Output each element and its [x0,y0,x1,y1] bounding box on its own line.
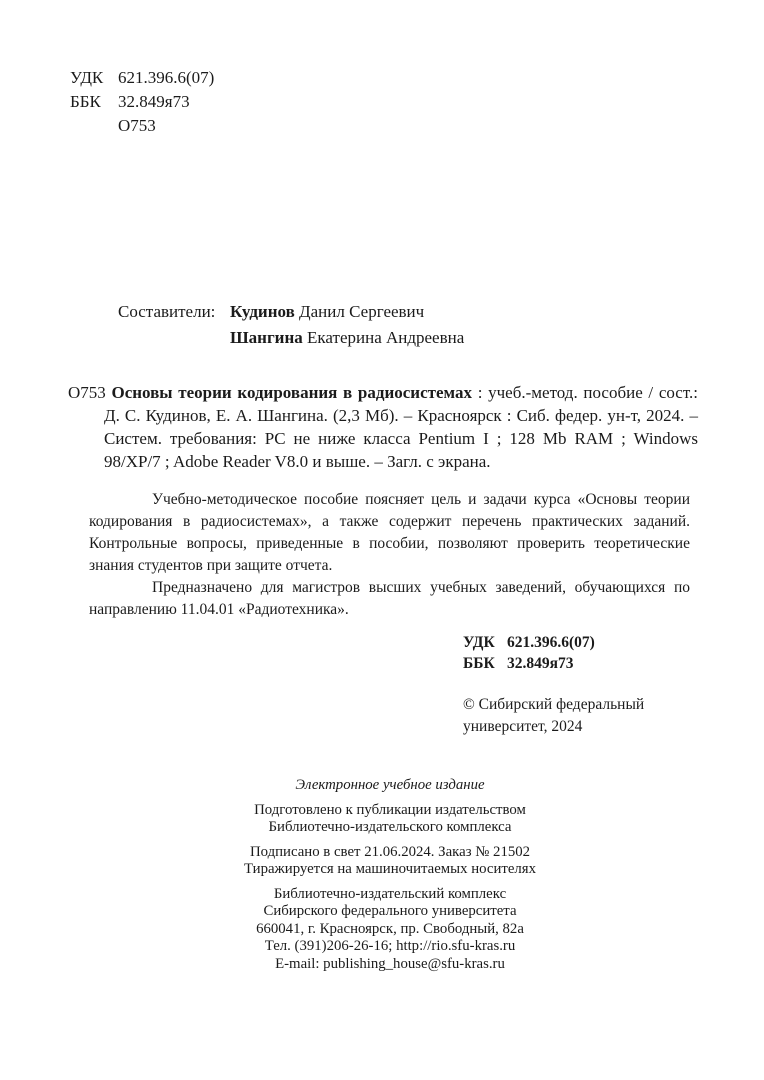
udk-code-row [70,66,214,90]
bbk-code-row [70,90,214,114]
udk-label: УДК [70,68,104,87]
annotation-block [89,489,690,621]
copyright-line: © Сибирский федеральный [463,696,645,713]
record-code: О753 [68,383,112,402]
bbk-value: 32.849я73 [507,655,574,672]
compilers-block [118,299,464,351]
author-sign-row [70,114,214,138]
compiler-surname: Кудинов [230,302,295,321]
prepared-line: Подготовлено к публикации издательством [254,801,526,818]
annotation-paragraph: Учебно-методическое пособие поясняет цель и задачи курса «Основы теории кодирования в радиосистемах», а также содержит перечень практических заданий. Контрольные вопросы, приведенные в пособии, позволяют проверить теоретические знания студентов при защите отчета. [89,491,690,574]
annotation-paragraph: Предназначено для магистров высших учебных заведений, обучающихся по направлению 11.04.01 «Радиотехника». [89,579,690,618]
publisher-address-line: 660041, г. Красноярск, пр. Свободный, 82а [256,920,524,937]
classification-codes-repeat-block [463,632,595,674]
compiler-given-names: Екатерина Андреевна [302,328,465,347]
bbk-label: ББК [70,92,101,111]
edition-type-line: Электронное учебное издание [295,777,485,793]
prepared-by-group [70,802,710,837]
compiler-name [230,302,424,321]
compiler-given-names: Данил Сергеевич [294,302,425,321]
copyright-line: университет, 2024 [463,718,583,735]
bbk-value: 32.849я73 [118,92,190,111]
prepared-line: Библиотечно-издательского комплекса [268,819,512,835]
colophon [70,777,710,973]
compiler-surname: Шангина [230,328,303,347]
record-description: : учеб.-метод. пособие / сост.: Д. С. Кудинов, Е. А. Шангина. (2,3 Мб). – Красноярск : Сиб. федер. ун-т, 2024. – Систем. требования: PC не ниже класса Pentium I ; 128 Mb RAM ; Windows 98/XP/7 ; Adobe Reader V8.0 и выше. – Загл. с экрана. [104,383,698,471]
udk-value: 621.396.6(07) [507,634,595,651]
release-line: Тиражируется на машиночитаемых носителях [244,861,536,877]
publisher-line: Сибирского федерального университета [263,903,517,919]
bibliographic-record [68,381,698,473]
bbk-code-row [463,653,595,674]
classification-codes-block [70,66,214,138]
publisher-contact-group [70,886,710,974]
bbk-label: ББК [463,655,495,672]
udk-label: УДК [463,634,495,651]
release-line: Подписано в свет 21.06.2024. Заказ № 21502 [249,843,531,860]
compilers-names [230,299,464,351]
publisher-email-line: E-mail: publishing_house@sfu-kras.ru [275,955,505,972]
publisher-phone-site-line: Тел. (391)206-26-16; http://rio.sfu-kras.ru [264,938,516,954]
udk-value: 621.396.6(07) [118,68,215,87]
compiler-name [230,328,464,347]
record-title: Основы теории кодирования в радиосистемах [111,383,473,402]
copyright-notice [463,694,644,738]
compilers-label: Составители: [118,302,216,321]
publisher-line: Библиотечно-издательский комплекс [273,885,507,902]
udk-code-row [463,632,595,653]
author-sign: О753 [118,116,156,135]
release-info-group [70,844,710,879]
